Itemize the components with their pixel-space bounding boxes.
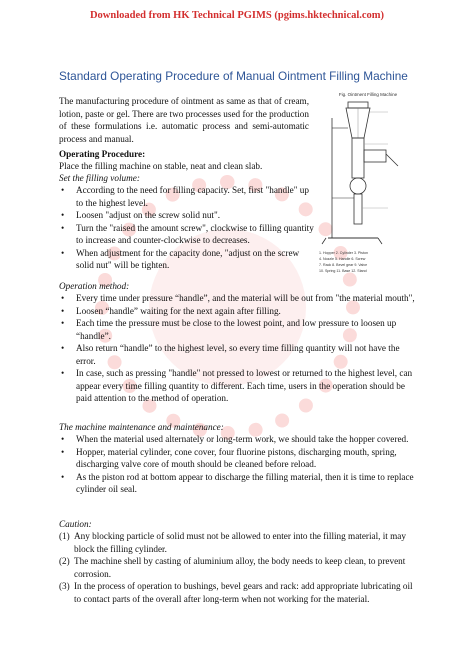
- list-item-number: (2): [59, 556, 70, 566]
- operating-procedure-text: Place the filling machine on stable, neat and clean slab.: [59, 161, 263, 171]
- figure-legend-line-1: 1. Hopper 2. Cylinder 3. Piston: [319, 251, 368, 255]
- list-item: [59, 342, 419, 367]
- list-item-text: Each time the pressure must be close to the lowest point, and low pressure to loosen up “handle”.: [76, 318, 397, 341]
- list-item: [59, 305, 419, 318]
- caution-list: [59, 530, 419, 605]
- list-item: [59, 222, 314, 247]
- list-item: [59, 317, 419, 342]
- figure-legend-line-2: 4. Nozzle 5. Handle 6. Screw: [319, 257, 366, 261]
- page-title: Standard Operating Procedure of Manual Ointment Filling Machine: [59, 69, 408, 83]
- figure-legend-line-4: 10. Spring 11. Base 12. Stand: [319, 269, 367, 273]
- list-item: [59, 446, 419, 471]
- list-item-text: Loosen “handle” waiting for the next again after filling.: [76, 305, 281, 316]
- set-volume-list: [59, 184, 314, 272]
- list-item-text: Any blocking particle of solid must not be allowed to enter into the filling material, it may block the filling cylinder.: [74, 531, 406, 554]
- list-item-text: In the process of operation to bushings, bevel gears and rack: add appropriate lubricating oil to contact parts of the overall after long-term when not working for the material.: [74, 581, 413, 604]
- figure-caption: Fig. Ointment Filling Machine: [338, 92, 398, 97]
- bullet-icon: •: [61, 446, 65, 457]
- list-item: [59, 471, 419, 496]
- list-item: [59, 580, 419, 605]
- list-item: [59, 433, 419, 446]
- list-item-text: As the piston rod at bottom appear to discharge the filling material, then it is time to replace cylinder oil seal.: [76, 471, 414, 494]
- bullet-icon: •: [61, 343, 65, 353]
- bullet-icon: •: [61, 318, 65, 328]
- bullet-icon: •: [61, 293, 65, 303]
- list-item-text: The machine shell by casting of aluminium alloy, the body needs to keep clean, to prevent corrosion.: [74, 556, 406, 579]
- list-item: [59, 292, 419, 305]
- bullet-icon: •: [61, 471, 65, 482]
- download-source-header[interactable]: Downloaded from HK Technical PGIMS (pgims.hktechnical.com): [89, 10, 385, 21]
- bullet-icon: •: [61, 247, 65, 258]
- caution-heading: Caution:: [59, 519, 92, 529]
- set-volume-heading: Set the filling volume:: [59, 173, 140, 183]
- list-item: [59, 555, 419, 580]
- maintenance-list: [59, 433, 419, 496]
- list-item-text: Every time under pressure “handle”, and the material will be out from "the material mouth",: [76, 293, 415, 303]
- list-item-text: When the material used alternately or long-term work, we should take the hopper covered.: [76, 434, 409, 444]
- list-item-text: Hopper, material cylinder, cone cover, four fluorine pistons, discharging mouth, spring, discharging valve core of mouth should be cleaned before reload.: [76, 446, 397, 469]
- intro-paragraph: The manufacturing procedure of ointment as same as that of cream, lotion, paste or gel. There are two processes used for the production of these formulations i.e. automatic process and semi-automatic process and manual.: [59, 96, 309, 144]
- maintenance-heading: The machine maintenance and maintenance:: [59, 422, 224, 432]
- list-item: [59, 367, 419, 405]
- list-item-text: Turn the "raised the amount screw", clockwise to filling quantity to increase and counter-clockwise to decreases.: [76, 222, 314, 245]
- bullet-icon: •: [61, 210, 65, 220]
- list-item-text: In case, such as pressing "handle" not pressed to lowest or returned to the highest level, can appear every time filling quantity to different. Each time, users in the operation should be paid attention to the method of operation.: [76, 368, 413, 403]
- bullet-icon: •: [61, 305, 65, 316]
- operation-method-heading: Operation method:: [59, 281, 130, 291]
- operation-method-list: [59, 292, 419, 405]
- list-item-text: Loosen "adjust on the screw solid nut".: [76, 210, 221, 220]
- bullet-icon: •: [61, 185, 65, 195]
- list-item: [59, 184, 314, 209]
- list-item: [59, 247, 314, 272]
- list-item: [59, 530, 419, 555]
- operating-procedure-heading: Operating Procedure:: [59, 149, 146, 159]
- list-item-number: (3): [59, 581, 70, 591]
- list-item-number: (1): [59, 531, 70, 541]
- list-item-text: Also return “handle” to the highest level, so every time filling quantity will not have the error.: [76, 343, 400, 366]
- filling-machine-figure: [318, 88, 418, 280]
- list-item: [59, 209, 314, 222]
- list-item-text: When adjustment for the capacity done, "adjust on the screw solid nut" will be tighten.: [76, 247, 300, 270]
- bullet-icon: •: [61, 434, 65, 444]
- bullet-icon: •: [61, 222, 65, 233]
- list-item-text: According to the need for filling capacity. Set, first "handle" up to the highest level.: [76, 185, 309, 208]
- figure-legend-line-3: 7. Rack 8. Bevel gear 9. Valve: [319, 263, 368, 267]
- bullet-icon: •: [61, 368, 65, 378]
